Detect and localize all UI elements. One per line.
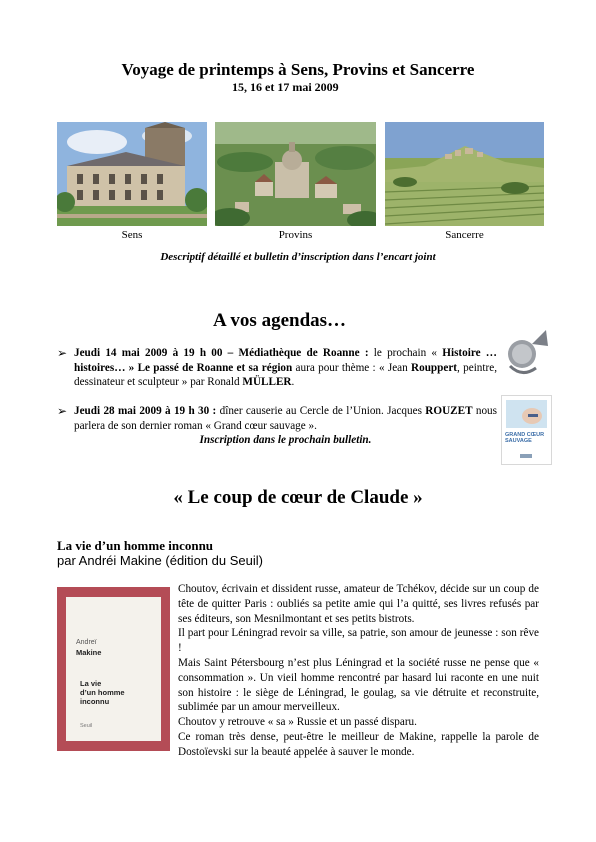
photo-provins	[215, 122, 376, 226]
event-2-book-thumbnail	[501, 395, 552, 465]
agenda-item-2-speaker: ROUZET	[425, 405, 473, 417]
agenda-item-1-artist: Rouppert	[411, 361, 458, 374]
agenda-item-1-theme: Histoire … histoires… » Le passé de Roanne et sa région	[74, 347, 497, 374]
review-paragraph: Choutov, écrivain et dissident russe, amateur de Tchékov, décide sur un coup de tête de quitter Paris : oubliés sa petite amie qui l’a quitté, ses livres refusés par ses éditeurs, son Mesnilmontant et ses petits bistrots.	[178, 583, 539, 625]
book-title: La vie d’un homme inconnu	[57, 538, 214, 553]
agenda-item-2-text: dîner causerie au Cercle de l’Union. Jacques	[216, 405, 426, 417]
trip-title: Voyage de printemps à Sens, Provins et Sancerre	[121, 60, 475, 79]
cover-author-last: Makine	[76, 648, 102, 657]
book-author-publisher: par Andréi Makine (édition du Seuil)	[57, 553, 263, 568]
photo-sancerre	[385, 122, 544, 226]
description-note: Descriptif détaillé et bulletin d’inscription dans l’encart joint	[160, 251, 436, 263]
book-cover	[57, 587, 170, 751]
agenda-item-2-text-2: nous parlera de son dernier roman « Grand cœur sauvage ».	[74, 405, 497, 432]
publisher-logo	[520, 454, 532, 458]
caption-sancerre: Sancerre	[445, 229, 484, 241]
agenda-item-1-date: Jeudi 14 mai 2009 à 19 h 00 – Médiathèque de Roanne :	[74, 347, 369, 359]
cover-author-first: Andreï	[76, 639, 97, 646]
event-2-book-title: GRAND CŒUR SAUVAGE	[505, 432, 545, 444]
coup-de-coeur-heading: « Le coup de cœur de Claude »	[173, 487, 423, 508]
agenda-heading: A vos agendas…	[213, 310, 347, 331]
caption-sens: Sens	[121, 229, 143, 241]
caption-provins: Provins	[278, 229, 313, 241]
agenda-item-2-note: Inscription dans le prochain bulletin.	[199, 434, 372, 446]
review-paragraph: Ce roman très dense, peut-être le meilleur de Makine, rappelle la parole de Dostoïevski sur la beauté appelée à sauver le monde.	[178, 730, 539, 758]
agenda-item-2	[57, 404, 497, 448]
event-1-thumbnail	[506, 320, 550, 380]
book-review	[178, 582, 539, 760]
review-paragraph: Mais Saint Pétersbourg n’est plus Léningrad et la société russe ne pense que « consommation ». Un vieil homme rencontré par hasard lui raconte en une nuit son histoire : le siège de Léningrad, le goulag, sa vie détruite et reconstruite, sublimée par un amour merveilleux.	[178, 656, 539, 714]
cover-title	[80, 679, 125, 706]
cover-title-line: La vie	[80, 679, 102, 688]
agenda-item-1-text-3: , peintre, dessinateur et sculpteur » par Ronald	[74, 361, 497, 388]
agenda-item-1-text: le prochain «	[368, 347, 443, 359]
cover-title-line: d’un homme	[80, 688, 125, 697]
bullet-arrow-icon: ➢	[57, 346, 68, 360]
review-paragraph: Il part pour Léningrad revoir sa ville, sa patrie, son amour de jeunesse : son rêve !	[178, 627, 539, 655]
agenda-item-1	[57, 346, 497, 390]
photo-sens	[57, 122, 207, 226]
cover-title-line: inconnu	[80, 697, 110, 706]
agenda-item-1-text-2: aura pour thème : « Jean	[292, 361, 412, 374]
bullet-arrow-icon: ➢	[57, 404, 68, 418]
trip-dates: 15, 16 et 17 mai 2009	[232, 80, 339, 94]
agenda-item-2-date: Jeudi 28 mai 2009 à 19 h 30 :	[74, 405, 217, 417]
agenda-item-1-speaker: MÜLLER	[242, 376, 292, 388]
agenda-item-1-text-4: .	[291, 376, 295, 388]
cover-publisher: Seuil	[80, 723, 93, 729]
review-paragraph: Choutov y retrouve « sa » Russie et un passé disparu.	[178, 716, 417, 729]
